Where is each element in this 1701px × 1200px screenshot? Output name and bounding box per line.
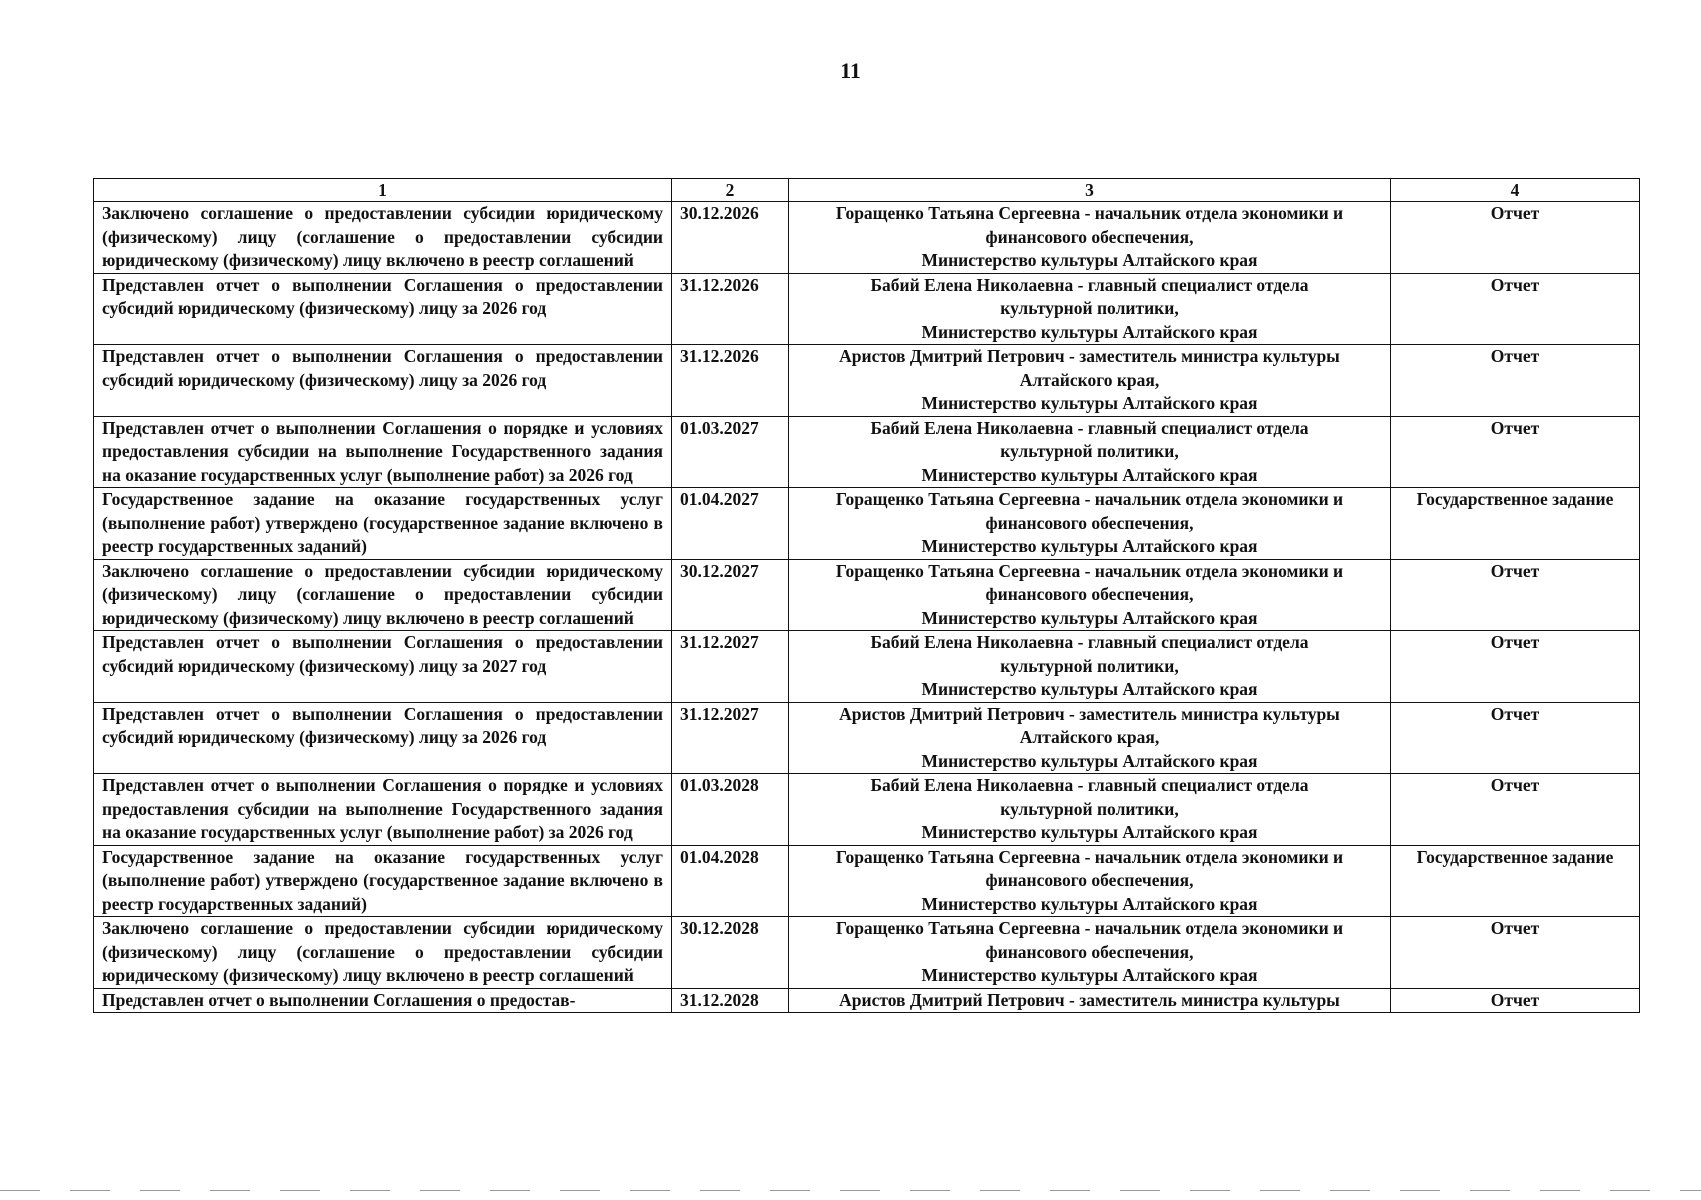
responsible-line: Бабий Елена Николаевна - главный специалист отдела xyxy=(870,417,1309,438)
responsible-line: Министерство культуры Алтайского края xyxy=(921,750,1258,771)
date-cell: 31.12.2028 xyxy=(672,988,789,1013)
event-cell: Представлен отчет о выполнении Соглашения о порядке и условиях предоставления субсидии на выполнение Государственного задания на оказание государственных услуг (выполнение работ) за 2026 год xyxy=(94,416,672,488)
responsible-line: Бабий Елена Николаевна - главный специалист отдела xyxy=(870,274,1309,295)
responsible-line: Аристов Дмитрий Петрович - заместитель министра культуры xyxy=(839,989,1340,1010)
responsible-line: финансового обеспечения, xyxy=(985,941,1194,962)
responsible-line: Министерство культуры Алтайского края xyxy=(921,250,1258,270)
responsible-line: Министерство культуры Алтайского края xyxy=(921,822,1258,842)
responsible-line: Министерство культуры Алтайского края xyxy=(921,965,1258,985)
table-row xyxy=(94,202,1640,274)
responsible-line: Аристов Дмитрий Петрович - заместитель министра культуры xyxy=(839,703,1340,724)
responsible-cell xyxy=(789,273,1391,345)
responsible-line: Горащенко Татьяна Сергеевна - начальник отдела экономики и xyxy=(835,489,1344,509)
document-cell: Государственное задание xyxy=(1391,488,1640,560)
responsible-line: Аристов Дмитрий Петрович - заместитель министра культуры xyxy=(839,346,1340,366)
responsible-line: культурной политики, xyxy=(1000,655,1179,676)
page-number: 11 xyxy=(840,58,861,83)
responsible-cell xyxy=(789,345,1391,417)
responsible-line: Горащенко Татьяна Сергеевна - начальник отдела экономики и xyxy=(835,560,1344,581)
event-cell: Представлен отчет о выполнении Соглашения о предоставлении субсидий юридическому (физическому) лицу за 2026 год xyxy=(94,345,672,417)
table-body xyxy=(94,202,1640,1013)
column-header-4: 4 xyxy=(1391,179,1640,202)
column-header-2: 2 xyxy=(672,179,789,202)
table-row xyxy=(94,559,1640,631)
responsible-line: Алтайского края, xyxy=(1019,369,1160,390)
table-row xyxy=(94,345,1640,417)
date-cell: 31.12.2026 xyxy=(672,345,789,417)
document-cell: Отчет xyxy=(1391,345,1640,417)
date-cell: 01.04.2028 xyxy=(672,845,789,917)
document-cell: Отчет xyxy=(1391,202,1640,274)
responsible-line: Министерство культуры Алтайского края xyxy=(921,679,1258,699)
event-cell: Государственное задание на оказание государственных услуг (выполнение работ) утверждено (государственное задание включено в реестр государственных заданий) xyxy=(94,488,672,560)
responsible-line: Горащенко Татьяна Сергеевна - начальник отдела экономики и xyxy=(835,918,1344,938)
table-row xyxy=(94,631,1640,703)
responsible-line: Алтайского края, xyxy=(1019,727,1160,747)
responsible-line: Бабий Елена Николаевна - главный специалист отдела xyxy=(870,632,1309,652)
responsible-line: финансового обеспечения, xyxy=(985,584,1194,604)
responsible-cell xyxy=(789,202,1391,274)
table-row xyxy=(94,917,1640,989)
responsible-line: культурной политики, xyxy=(1000,798,1179,819)
date-cell: 01.03.2028 xyxy=(672,774,789,846)
responsible-line: финансового обеспечения, xyxy=(985,226,1194,247)
responsible-line: Горащенко Татьяна Сергеевна - начальник отдела экономики и xyxy=(835,203,1344,223)
date-cell: 30.12.2027 xyxy=(672,559,789,631)
table-row xyxy=(94,774,1640,846)
responsible-line: Министерство культуры Алтайского края xyxy=(921,321,1258,342)
responsible-cell xyxy=(789,845,1391,917)
scan-edge-line xyxy=(0,1190,1701,1191)
responsible-line: культурной политики, xyxy=(1000,298,1179,318)
document-cell: Государственное задание xyxy=(1391,845,1640,917)
date-cell: 01.03.2027 xyxy=(672,416,789,488)
table-row xyxy=(94,416,1640,488)
responsible-line: Бабий Елена Николаевна - главный специалист отдела xyxy=(870,775,1309,795)
responsible-cell xyxy=(789,416,1391,488)
document-cell: Отчет xyxy=(1391,774,1640,846)
responsible-cell xyxy=(789,917,1391,989)
document-cell: Отчет xyxy=(1391,416,1640,488)
date-cell: 31.12.2026 xyxy=(672,273,789,345)
responsible-line: Горащенко Татьяна Сергеевна - начальник отдела экономики и xyxy=(835,846,1344,867)
responsible-cell xyxy=(789,488,1391,560)
event-cell: Заключено соглашение о предоставлении субсидии юридическому (физическому) лицу (соглашение о предоставлении субсидии юридическому (физическому) лицу включено в реестр соглашений xyxy=(94,917,672,989)
event-cell: Представлен отчет о выполнении Соглашения о предоставлении субсидий юридическому (физическому) лицу за 2026 год xyxy=(94,273,672,345)
responsible-cell xyxy=(789,774,1391,846)
responsible-line: культурной политики, xyxy=(1000,441,1179,461)
event-cell: Представлен отчет о выполнении Соглашения о предоставлении субсидий юридическому (физическому) лицу за 2026 год xyxy=(94,702,672,774)
responsible-cell xyxy=(789,702,1391,774)
responsible-cell xyxy=(789,559,1391,631)
table-row xyxy=(94,702,1640,774)
document-cell: Отчет xyxy=(1391,273,1640,345)
date-cell: 01.04.2027 xyxy=(672,488,789,560)
document-cell: Отчет xyxy=(1391,988,1640,1013)
event-cell: Заключено соглашение о предоставлении субсидии юридическому (физическому) лицу (соглашение о предоставлении субсидии юридическому (физическому) лицу включено в реестр соглашений xyxy=(94,559,672,631)
event-cell: Заключено соглашение о предоставлении субсидии юридическому (физическому) лицу (соглашение о предоставлении субсидии юридическому (физическому) лицу включено в реестр соглашений xyxy=(94,202,672,274)
date-cell: 31.12.2027 xyxy=(672,631,789,703)
document-cell: Отчет xyxy=(1391,702,1640,774)
table-row xyxy=(94,988,1640,1013)
responsible-line: финансового обеспечения, xyxy=(985,512,1194,533)
table-row xyxy=(94,488,1640,560)
responsible-cell xyxy=(789,631,1391,703)
column-header-1: 1 xyxy=(94,179,672,202)
table-row xyxy=(94,845,1640,917)
responsible-line: Министерство культуры Алтайского края xyxy=(921,893,1258,914)
table-row xyxy=(94,273,1640,345)
responsible-cell xyxy=(789,988,1391,1013)
event-cell: Представлен отчет о выполнении Соглашения о предостав- xyxy=(94,988,672,1013)
responsible-line: Министерство культуры Алтайского края xyxy=(921,536,1258,556)
date-cell: 30.12.2026 xyxy=(672,202,789,274)
responsible-line: финансового обеспечения, xyxy=(985,870,1194,890)
plan-table xyxy=(93,178,1640,1013)
event-cell: Государственное задание на оказание государственных услуг (выполнение работ) утверждено (государственное задание включено в реестр государственных заданий) xyxy=(94,845,672,917)
table-header-row xyxy=(94,179,1640,202)
date-cell: 31.12.2027 xyxy=(672,702,789,774)
document-cell: Отчет xyxy=(1391,917,1640,989)
date-cell: 30.12.2028 xyxy=(672,917,789,989)
document-cell: Отчет xyxy=(1391,631,1640,703)
responsible-line: Министерство культуры Алтайского края xyxy=(921,607,1258,628)
document-cell: Отчет xyxy=(1391,559,1640,631)
responsible-line: Министерство культуры Алтайского края xyxy=(921,393,1258,413)
event-cell: Представлен отчет о выполнении Соглашения о предоставлении субсидий юридическому (физическому) лицу за 2027 год xyxy=(94,631,672,703)
event-cell: Представлен отчет о выполнении Соглашения о порядке и условиях предоставления субсидии на выполнение Государственного задания на оказание государственных услуг (выполнение работ) за 2026 год xyxy=(94,774,672,846)
responsible-line: Министерство культуры Алтайского края xyxy=(921,464,1258,485)
column-header-3: 3 xyxy=(789,179,1391,202)
